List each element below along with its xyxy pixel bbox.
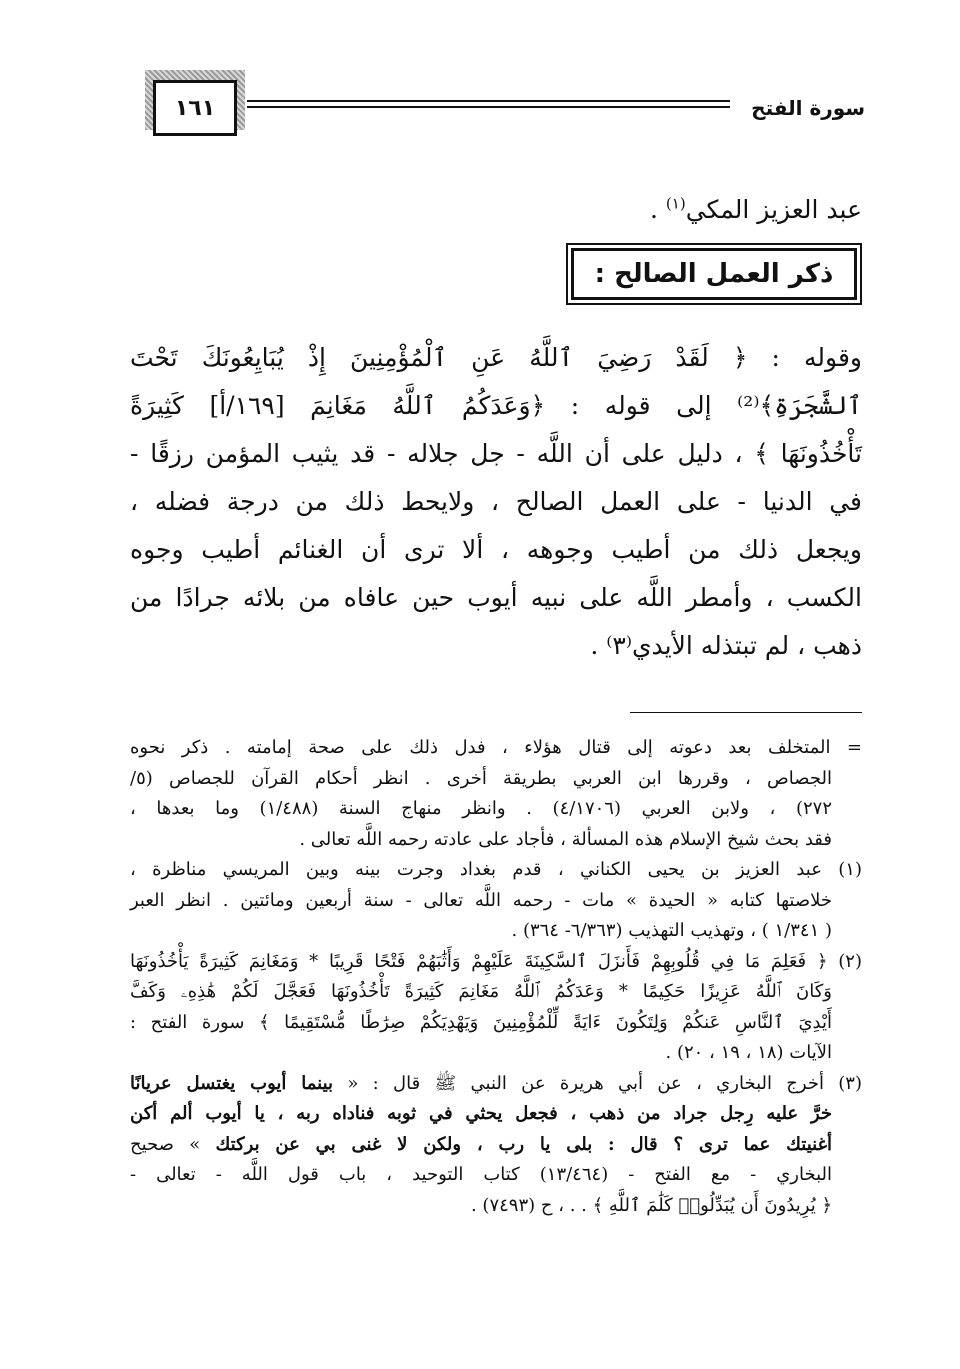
intro-text: عبد العزيز المكي — [685, 195, 862, 224]
section-heading-frame — [566, 243, 862, 305]
page-header — [135, 70, 865, 150]
footnote-3 — [130, 1069, 862, 1222]
footnote-divider — [630, 712, 862, 713]
footnote-line: ( ١/٣٤١ ) ، وتهذيب التهذيب (٦/٣٦٣- ٣٦٤) . — [511, 920, 832, 941]
footnote-continuation — [130, 733, 862, 855]
footnote-line: (١) عبد العزيز بن يحيى الكناني ، قدم بغداد وجرت بينه وبين المريسي مناظرة ، — [130, 859, 862, 880]
body-line: ذهب ، لم تبتذله الأيدي⁽٣⁾ . — [590, 631, 862, 660]
hadith-text: أغنيتك عما ترى ؟ قال : بلى يا رب ، ولكن لا غنى بي عن بركتك — [215, 1133, 832, 1155]
footnote-2 — [130, 947, 862, 1069]
footnote-text: » صحيح — [130, 1133, 216, 1155]
footnotes — [130, 733, 862, 1221]
footnote-line: = المتخلف بعد دعوته إلى قتال هؤلاء ، فدل ذلك على صحة إمامته . ذكر نحوه — [130, 737, 862, 758]
header-rule — [247, 100, 730, 108]
footnote-line: أَيْدِيَ ٱلنَّاسِ عَنكُمْ وَلِتَكُونَ ءَايَةً لِّلْمُؤْمِنِينَ وَيَهْدِيَكُمْ صِرَٰطًا مُّسْتَقِيمًا ﴾ سورة الفتح : — [130, 1011, 832, 1033]
footnote-line: خرَّ عليه رِجل جراد من ذهب ، فجعل يحثي في ثوبه فناداه ربه ، يا أيوب ألم أكن — [130, 1103, 832, 1124]
body-line: وقوله : ﴿ لَقَدْ رَضِيَ ٱللَّهُ عَنِ ٱلْمُؤْمِنِينَ إِذْ يُبَايِعُونَكَ تَحْتَ — [130, 343, 862, 372]
footnote-line: ٢٧٢) ، ولابن العربي (٤/١٧٠٦) . وانظر منهاج السنة (١/٤٨٨) وما بعدها ، — [130, 798, 833, 819]
footnote-text: (٣) أخرج البخاري ، عن أبي هريرة عن النبي ﷺ قال : « — [333, 1072, 862, 1094]
footnote-line: وَكَانَ ٱللَّهُ عَزِيزًا حَكِيمًا * وَعَدَكُمُ ٱللَّهُ مَغَانِمَ كَثِيرَةً تَأْخُذُونَهَا فَعَجَّلَ لَكُمْ هَٰذِهِۦ وَكَفَّ — [130, 981, 832, 1002]
surah-title: سورة الفتح — [751, 96, 865, 120]
hadith-text: بينما أيوب يغتسل عريانًا — [130, 1072, 334, 1094]
footnote-line — [130, 1069, 862, 1100]
footnote-line — [130, 1130, 862, 1161]
footnote-line: الآيات (١٨ ، ١٩ ، ٢٠) . — [665, 1042, 832, 1063]
section-heading: ذكر العمل الصالح : — [571, 248, 857, 300]
footnote-line: خلاصتها كتابه « الحيدة » مات - رحمه اللَّه تعالى - سنة أربعين ومائتين . انظر العبر — [130, 889, 832, 911]
footnote-line: (٢) ﴿ فَعَلِمَ مَا فِي قُلُوبِهِمْ فَأَنزَلَ ٱلسَّكِينَةَ عَلَيْهِمْ وَأَثَٰبَهُمْ فَتْحًا قَرِيبًا * وَمَغَانِمَ كَثِيرَةً يَأْخُذُونَهَا — [130, 950, 862, 972]
footnote-line: ﴿ يُرِيدُونَ أَن يُبَدِّلُوا۟ كَلَٰمَ ٱللَّهِ ﴾ . . ، ح (٧٤٩٣) . — [470, 1194, 832, 1216]
body-line: الكسب ، وأمطر اللَّه على نبيه أيوب حين عافاه من بلائه جرادًا من — [130, 583, 862, 612]
footnote-line: البخاري - مع الفتح - (١٣/٤٦٤) كتاب التوحيد ، باب قول اللَّه - تعالى - — [130, 1164, 833, 1185]
body-line: ٱلشَّجَرَةِ﴾⁽²⁾ إلى قوله : ﴿وَعَدَكُمُ ٱللَّهُ مَغَانِمَ [١٦٩/أ] كَثِيرَةً — [130, 391, 862, 420]
body-paragraph — [130, 334, 862, 670]
intro-paragraph — [130, 186, 862, 234]
footnote-ref-1: (١) — [665, 194, 686, 213]
footnote-1 — [130, 855, 862, 947]
body-line: ويجعل ذلك من أطيب وجوهه ، ألا ترى أن الغنائم أطيب وجوه — [130, 535, 862, 564]
page-number: ١٦١ — [153, 80, 237, 136]
intro-end: . — [650, 195, 666, 224]
footnote-line: الجصاص ، وقررها ابن العربي بطريقة أخرى . انظر أحكام القرآن للجصاص (٥/ — [130, 767, 832, 789]
body-line: تَأْخُذُونَهَا ﴾ ، دليل على أن اللَّه - جل جلاله - قد يثيب المؤمن رزقًا - — [130, 439, 862, 468]
footnote-line: فقد بحث شيخ الإسلام هذه المسألة ، فأجاد على عادته رحمه اللَّه تعالى . — [299, 828, 832, 850]
body-line: في الدنيا - على العمل الصالح ، ولايحط ذلك من درجة فضله ، — [130, 487, 862, 516]
